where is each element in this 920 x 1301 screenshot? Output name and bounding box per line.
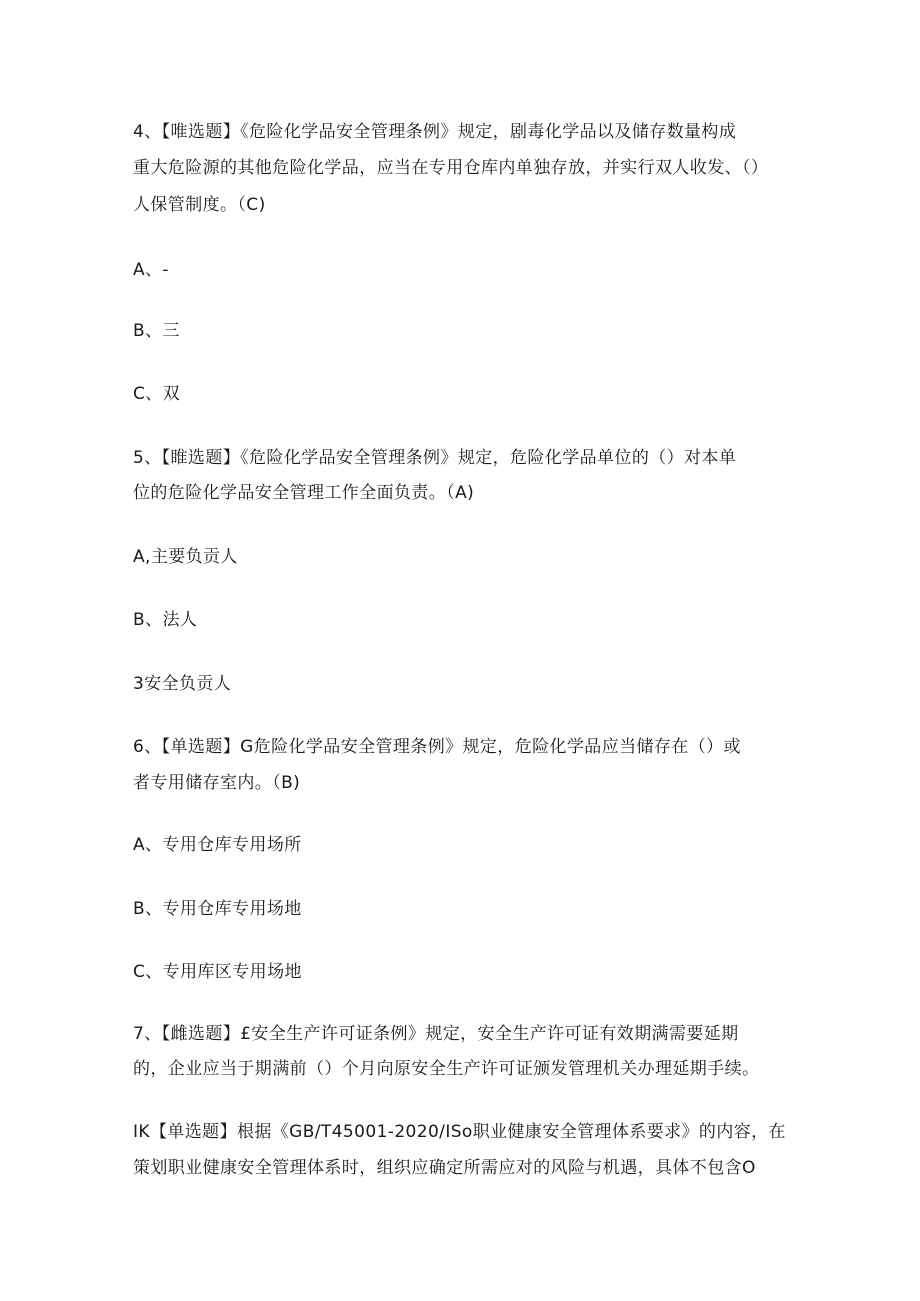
question-4-line-2: 重大危险源的其他危险化学品，应当在专用仓库内单独存放，并实行双人收发、（）: [133, 158, 769, 178]
question-5-line-1: 5、【睢选题】《危险化学品安全管理条例》规定，危险化学品单位的（）对本单: [133, 448, 737, 468]
question-6-line-1: 6、【单选题】G危险化学品安全管理条例》规定，危险化学品应当储存在（）或: [133, 737, 741, 757]
question-6-option-c: C、专用库区专用场地: [133, 962, 302, 982]
question-8-line-2: 策划职业健康安全管理体系时，组织应确定所需应对的风险与机遇，具体不包含O: [133, 1158, 756, 1178]
question-4-option-c: C、双: [133, 384, 181, 404]
question-5-option-c: 3安全负贡人: [133, 674, 232, 694]
question-7-line-1: 7、【雌选题】£安全生产许可证条例》规定，安全生产许可证有效期满需要延期: [133, 1024, 739, 1044]
question-7-line-2: 的，企业应当于期满前（）个月向原安全生产许可证颁发管理机关办理延期手续。: [133, 1059, 760, 1079]
question-6-line-2: 者专用储存室内。（B): [133, 773, 301, 793]
question-4-option-a: A、-: [133, 260, 169, 280]
question-4-option-b: B、三: [133, 321, 180, 341]
question-6-option-b: B、专用仓库专用场地: [133, 899, 302, 919]
question-6-option-a: A、专用仓库专用场所: [133, 835, 302, 855]
question-5-option-b: B、法人: [133, 610, 198, 630]
question-4-line-3: 人保管制度。（C): [133, 195, 266, 215]
question-5-option-a: A,主要负贡人: [133, 547, 238, 567]
question-4-line-1: 4、【唯选题】《危险化学品安全管理条例》规定，剧毒化学品以及储存数量构成: [133, 122, 737, 142]
question-8-line-1: IK【单选题】根据《GB/T45001-2020/ISo职业健康安全管理体系要求》的内容，在: [133, 1122, 786, 1142]
question-5-line-2: 位的危险化学品安全管理工作全面负责。（A): [133, 483, 475, 503]
